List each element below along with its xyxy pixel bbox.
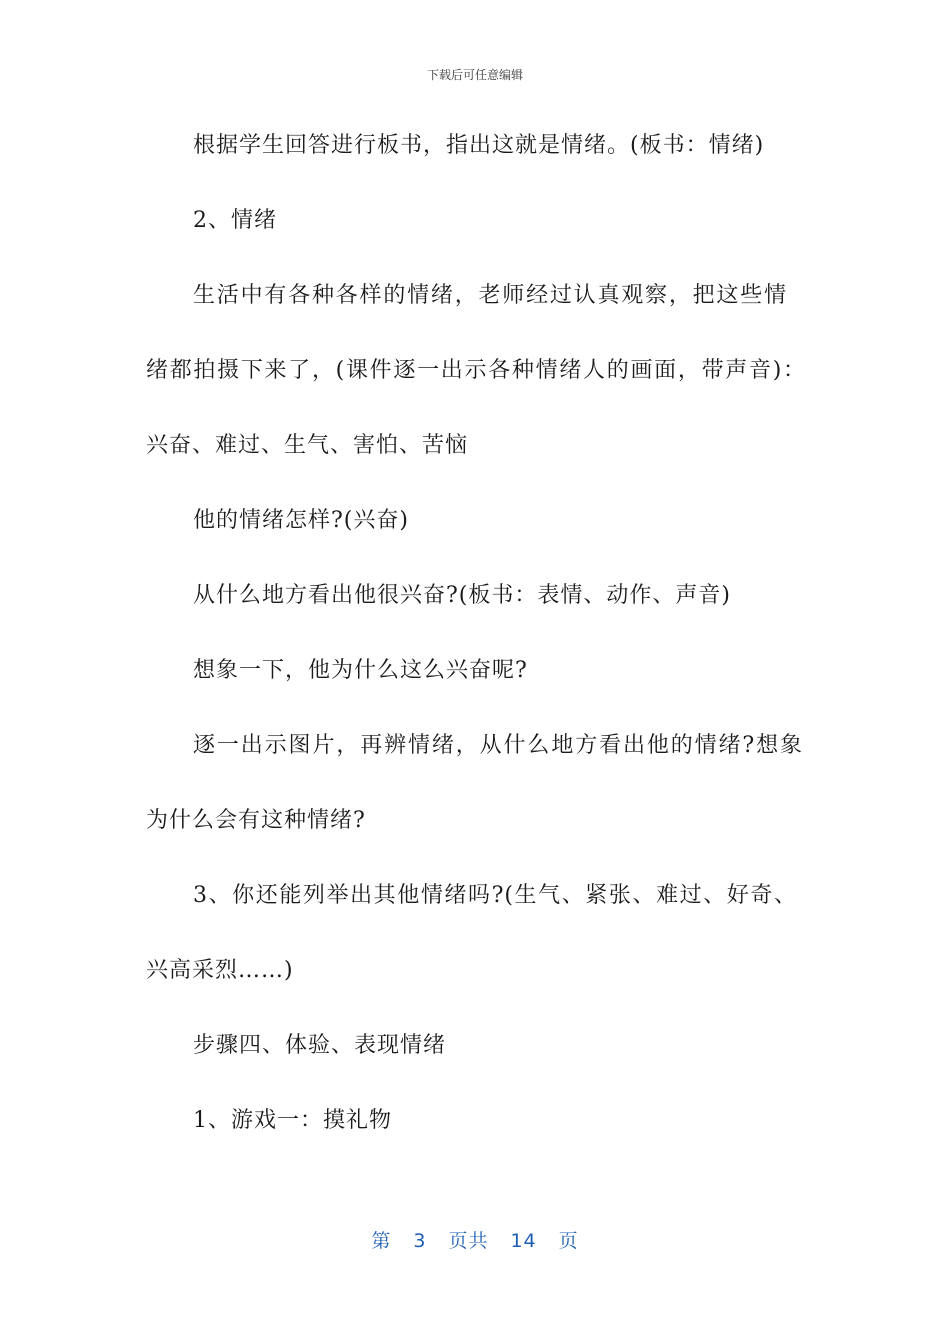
paragraph-line: 他的情绪怎样?(兴奋) (193, 508, 409, 533)
paragraph-line: 为什么会有这种情绪? (146, 808, 366, 833)
footer-middle: 页共 (448, 1230, 489, 1252)
paragraph-line: 2、情绪 (193, 208, 277, 233)
total-pages-number: 14 (510, 1230, 537, 1252)
paragraph-line: 想象一下，他为什么这么兴奋呢? (193, 658, 528, 683)
paragraph-line: 1、游戏一：摸礼物 (193, 1108, 392, 1133)
paragraph-line: 步骤四、体验、表现情绪 (193, 1033, 447, 1058)
page-number-footer (0, 1226, 950, 1253)
paragraph-line: 逐一出示图片，再辨情绪，从什么地方看出他的情绪?想象 (193, 733, 803, 758)
paragraph-line: 3、你还能列举出其他情绪吗?(生气、紧张、难过、好奇、 (193, 883, 797, 908)
paragraph-line: 从什么地方看出他很兴奋?(板书：表情、动作、声音) (193, 583, 731, 608)
paragraph-line: 绪都拍摄下来了，(课件逐一出示各种情绪人的画面，带声音)： (146, 358, 806, 383)
current-page-number: 3 (413, 1230, 427, 1252)
footer-prefix: 第 (371, 1230, 392, 1252)
paragraph-line: 兴奋、难过、生气、害怕、苦恼 (146, 433, 469, 458)
footer-suffix: 页 (558, 1230, 579, 1252)
paragraph-line: 根据学生回答进行板书，指出这就是情绪。(板书：情绪) (193, 133, 765, 158)
paragraph-line: 生活中有各种各样的情绪，老师经过认真观察，把这些情 (193, 283, 787, 308)
header-note: 下载后可任意编辑 (426, 68, 523, 82)
paragraph-line: 兴高采烈……) (146, 958, 294, 983)
